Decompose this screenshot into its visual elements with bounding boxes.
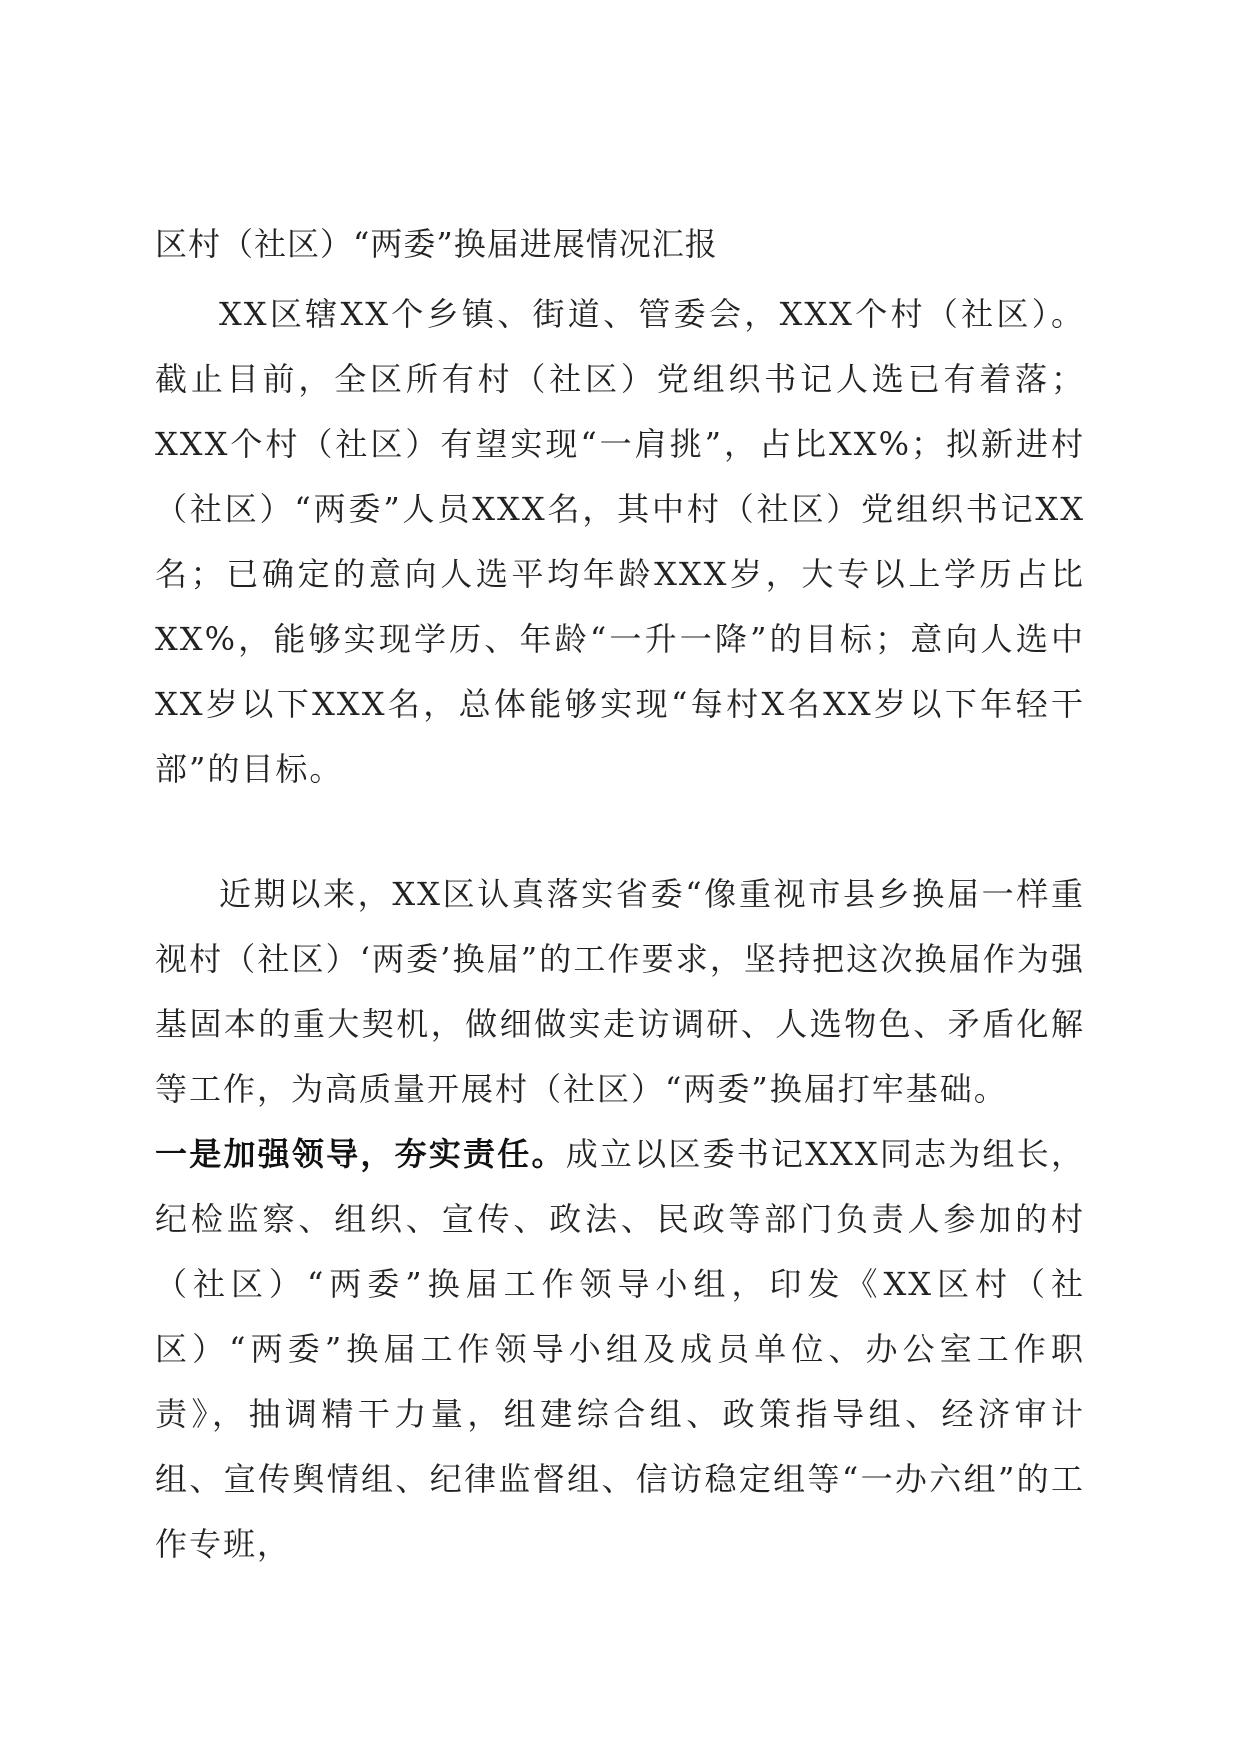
- paragraph-point-1: [155, 1122, 1085, 1577]
- point-1-text: 成立以区委书记XXX同志为组长，纪检监察、组织、宣传、政法、民政等部门负责人参加的村（社区）“两委”换届工作领导小组，印发《XX区村（社区）“两委”换届工作领导小组及成员单位、办公室工作职责》，抽调精干力量，组建综合组、政策指导组、经济审计组、宣传舆情组、纪律监督组、信访稳定组等“一办六组”的工作专班，: [155, 1135, 1085, 1563]
- paragraph-progress: 近期以来，XX区认真落实省委“像重视市县乡换届一样重视村（社区）‘两委’换届”的工作要求，坚持把这次换届作为强基固本的重大契机，做细做实走访调研、人选物色、矛盾化解等工作，为高质量开展村（社区）“两委”换届打牢基础。: [155, 875, 1085, 1108]
- paragraph-summary: XX区辖XX个乡镇、街道、管委会，XXX个村（社区）。截止目前，全区所有村（社区）党组织书记人选已有着落；XXX个村（社区）有望实现“一肩挑”，占比XX%；拟新进村（社区）“两委”人员XXX名，其中村（社区）党组织书记XX名；已确定的意向人选平均年龄XXX岁，大专以上学历占比XX%，能够实现学历、年龄“一升一降”的目标；意向人选中XX岁以下XXX名，总体能够实现“每村X名XX岁以下年轻干部”的目标。: [155, 295, 1085, 788]
- document-body: [155, 218, 1085, 1577]
- point-1-heading: 一是加强领导，夯实责任。: [155, 1135, 566, 1173]
- document-title: 区村（社区）“两委”换届进展情况汇报: [155, 225, 718, 263]
